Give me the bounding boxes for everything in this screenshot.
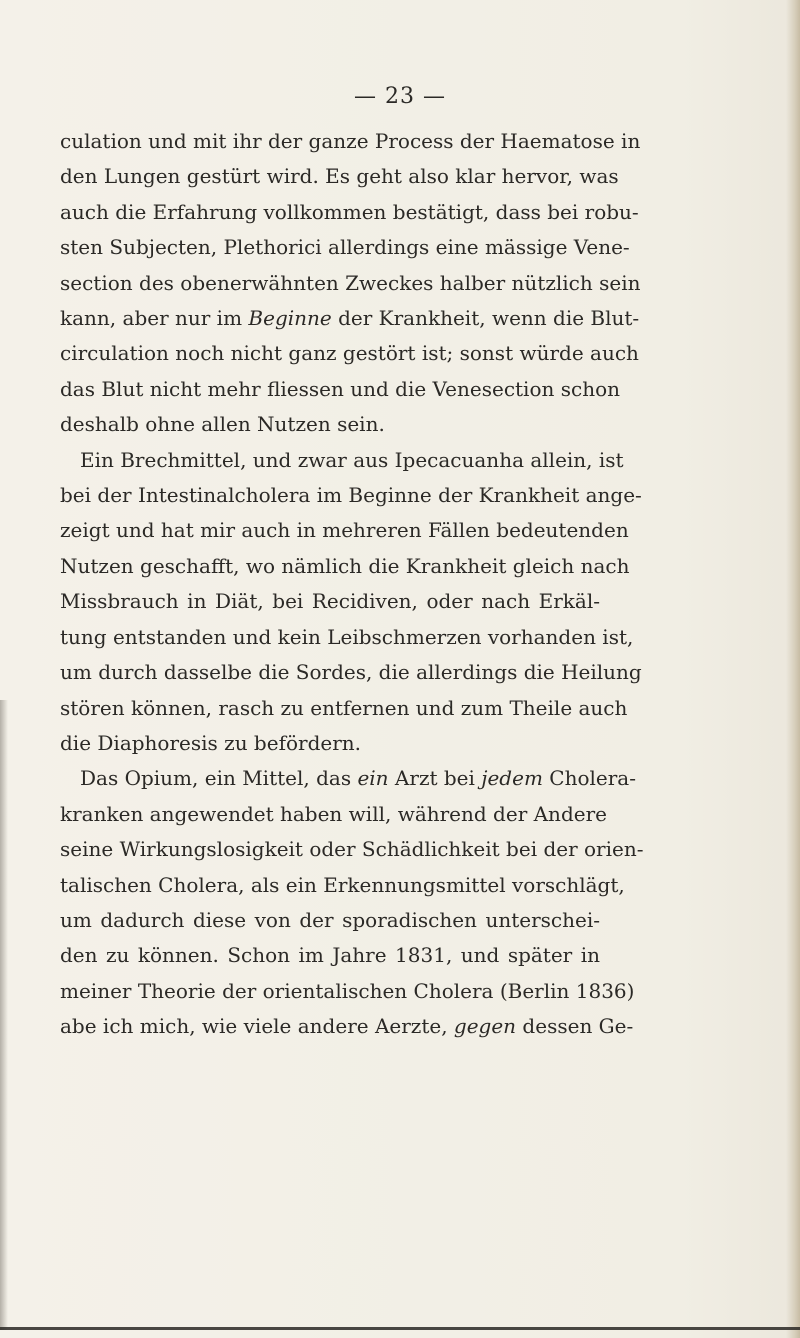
text-line: Das Opium, ein Mittel, das ein Arzt bei jedem Cholera-	[80, 766, 636, 791]
text-line: talischen Cholera, als ein Erkennungsmittel vorschlägt,	[60, 872, 625, 897]
text-line: Ein Brechmittel, und zwar aus Ipecacuanha allein, ist	[80, 447, 624, 472]
text-line: kranken angewendet haben will, während der Andere	[60, 801, 607, 826]
text-line: um durch dasselbe die Sordes, die allerdings die Heilung	[60, 660, 642, 685]
text-line: Nutzen geschafft, wo nämlich die Krankheit gleich nach	[60, 553, 630, 578]
text-line: meiner Theorie der orientalischen Cholera (Berlin 1836)	[60, 978, 635, 1003]
text-line: abe ich mich, wie viele andere Aerzte, gegen dessen Ge-	[60, 1014, 634, 1039]
text-line: den zu können. Schon im Jahre 1831, und später in	[60, 943, 600, 968]
text-line: tung entstanden und kein Leibschmerzen vorhanden ist,	[60, 624, 634, 649]
text-line: deshalb ohne allen Nutzen sein.	[60, 412, 385, 437]
text-line: sten Subjecten, Plethorici allerdings eine mässige Vene-	[60, 235, 630, 260]
text-line: kann, aber nur im Beginne der Krankheit, wenn die Blut-	[60, 306, 640, 331]
text-line: bei der Intestinalcholera im Beginne der Krankheit ange-	[60, 483, 642, 508]
emphasis: ein	[357, 766, 389, 791]
text-line: auch die Erfahrung vollkommen bestätigt, dass bei robu-	[60, 199, 639, 224]
emphasis: gegen	[453, 1014, 517, 1039]
paragraph-1	[60, 124, 641, 443]
text-line: das Blut nicht mehr fliessen und die Venesection schon	[60, 376, 620, 401]
text-line: stören können, rasch zu entfernen und zum Theile auch	[60, 695, 628, 720]
text-line: seine Wirkungslosigkeit oder Schädlichkeit bei der orien-	[60, 837, 644, 862]
text-line: die Diaphoresis zu befördern.	[60, 730, 362, 755]
body-text	[60, 124, 644, 1045]
page-edge	[786, 0, 800, 1338]
emphasis: jedem	[481, 766, 543, 791]
text-line: section des obenerwähnten Zweckes halber nützlich sein	[60, 270, 641, 295]
binding-shadow	[0, 700, 8, 1330]
text-line: Missbrauch in Diät, bei Recidiven, oder nach Erkäl-	[60, 589, 600, 614]
paragraph-3	[60, 761, 644, 1044]
paragraph-2	[60, 443, 642, 762]
text-line: um dadurch diese von der sporadischen unterschei-	[60, 907, 600, 932]
text-line: zeigt und hat mir auch in mehreren Fällen bedeutenden	[60, 518, 629, 543]
page-bottom-edge	[0, 1327, 800, 1330]
text-line: circulation noch nicht ganz gestört ist; sonst würde auch	[60, 341, 639, 366]
page-number: — 23 —	[354, 84, 446, 109]
text-line: culation und mit ihr der ganze Process der Haematose in	[60, 129, 641, 153]
text-line: den Lungen gestürt wird. Es geht also klar hervor, was	[60, 164, 619, 189]
emphasis: Beginne	[248, 306, 332, 331]
